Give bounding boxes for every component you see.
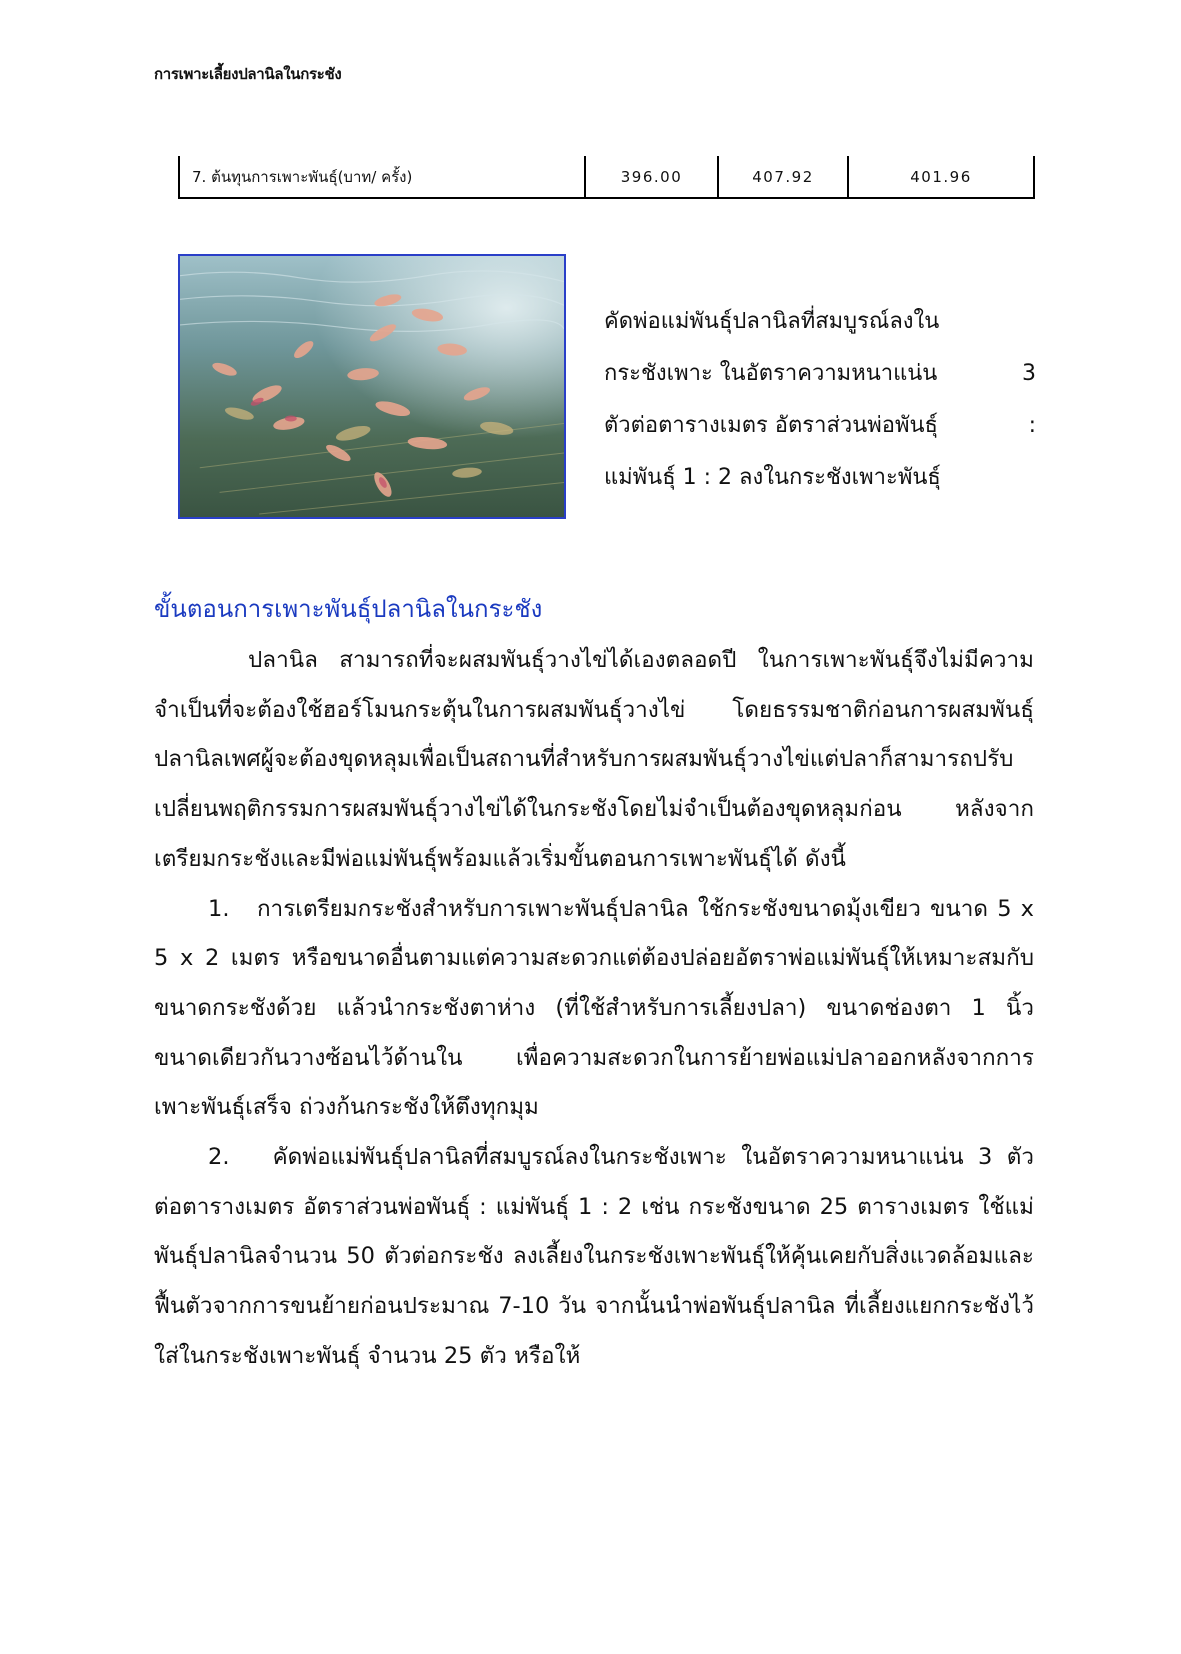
caption-line-3-colon: : (1028, 413, 1036, 438)
intro-paragraph: ปลานิล สามารถที่จะผสมพันธุ์วางไข่ได้เองตลอดปี ในการเพาะพันธุ์จึงไม่มีความจำเป็นที่จะต้องใช้ฮอร์โมนกระตุ้นในการผสมพันธุ์วางไข่ โดยธรรมชาติก่อนการผสมพันธุ์ ปลานิลเพศผู้จะต้องขุดหลุมเพื่อเป็นสถานที่สำหรับการผสมพันธุ์วางไข่แต่ปลาก็สามารถปรับเปลี่ยนพฤติกรรมการผสมพันธุ์วางไข่ได้ในกระชังโดยไม่จำเป็นต้องขุดหลุมก่อน หลังจากเตรียมกระชังและมีพ่อแม่พันธุ์พร้อมแล้วเริ่มขั้นตอนการเพาะพันธุ์ได้ ดังนี้ (154, 647, 1034, 872)
caption-line-4: แม่พันธุ์ 1 : 2 ลงในกระชังเพาะพันธุ์ (604, 465, 941, 490)
step-2 (154, 1133, 1034, 1382)
tilapia-photo-image (180, 256, 564, 517)
caption-line-3-text: ตัวต่อตารางเมตร อัตราส่วนพ่อพันธุ์ (604, 413, 938, 438)
cost-value-1: 396.00 (585, 156, 718, 198)
caption-line-1: คัดพ่อแม่พันธุ์ปลานิลที่สมบูรณ์ลงใน (604, 309, 940, 334)
section-title: ขั้นตอนการเพาะพันธุ์ปลานิลในกระชัง (154, 595, 543, 623)
step-2-text: คัดพ่อแม่พันธุ์ปลานิลที่สมบูรณ์ลงในกระชังเพาะ ในอัตราความหนาแน่น 3 ตัวต่อตารางเมตร อัตราส่วนพ่อพันธุ์ : แม่พันธุ์ 1 : 2 เช่น กระชังขนาด 25 ตารางเมตร ใช้แม่พันธุ์ปลานิลจำนวน 50 ตัวต่อกระชัง ลงเลี้ยงในกระชังเพาะพันธุ์ให้คุ้นเคยกับสิ่งแวดล้อมและฟื้นตัวจากการขนย้ายก่อนประมาณ 7-10 วัน จากนั้นนำพ่อพันธุ์ปลานิล ที่เลี้ยงแยกกระชังไว้ ใส่ในกระชังเพาะพันธุ์ จำนวน 25 ตัว หรือให้ (154, 1144, 1034, 1369)
step-2-number: 2. (208, 1144, 230, 1171)
section-body (154, 636, 1034, 1382)
cost-value-2: 407.92 (718, 156, 848, 198)
cost-table (178, 156, 1035, 199)
step-1 (154, 885, 1034, 1134)
photo-caption (604, 296, 1036, 504)
table-row (179, 156, 1034, 198)
cost-value-3: 401.96 (848, 156, 1034, 198)
page-header: การเพาะเลี้ยงปลานิลในกระชัง (154, 65, 342, 83)
step-1-text: การเตรียมกระชังสำหรับการเพาะพันธุ์ปลานิล ใช้กระชังขนาดมุ้งเขียว ขนาด 5 x 5 x 2 เมตร หรือขนาดอื่นตามแต่ความสะดวกแต่ต้องปล่อยอัตราพ่อแม่พันธุ์ให้เหมาะสมกับขนาดกระชังด้วย แล้วนำกระชังตาห่าง (ที่ใช้สำหรับการเลี้ยงปลา) ขนาดช่องตา 1 นิ้ว ขนาดเดียวกันวางซ้อนไว้ด้านใน เพื่อความสะดวกในการย้ายพ่อแม่ปลาออกหลังจากการเพาะพันธุ์เสร็จ ถ่วงก้นกระชังให้ตึงทุกมุม (154, 895, 1034, 1121)
step-1-number: 1. (208, 895, 230, 922)
caption-line-2-text: กระชังเพาะ ในอัตราความหนาแน่น (604, 361, 938, 386)
caption-line-3 (604, 400, 1036, 452)
caption-line-2 (604, 348, 1036, 400)
caption-line-2-number: 3 (1022, 361, 1036, 386)
cost-label: 7. ต้นทุนการเพาะพันธุ์(บาท/ ครั้ง) (179, 156, 585, 198)
tilapia-photo (178, 254, 566, 519)
